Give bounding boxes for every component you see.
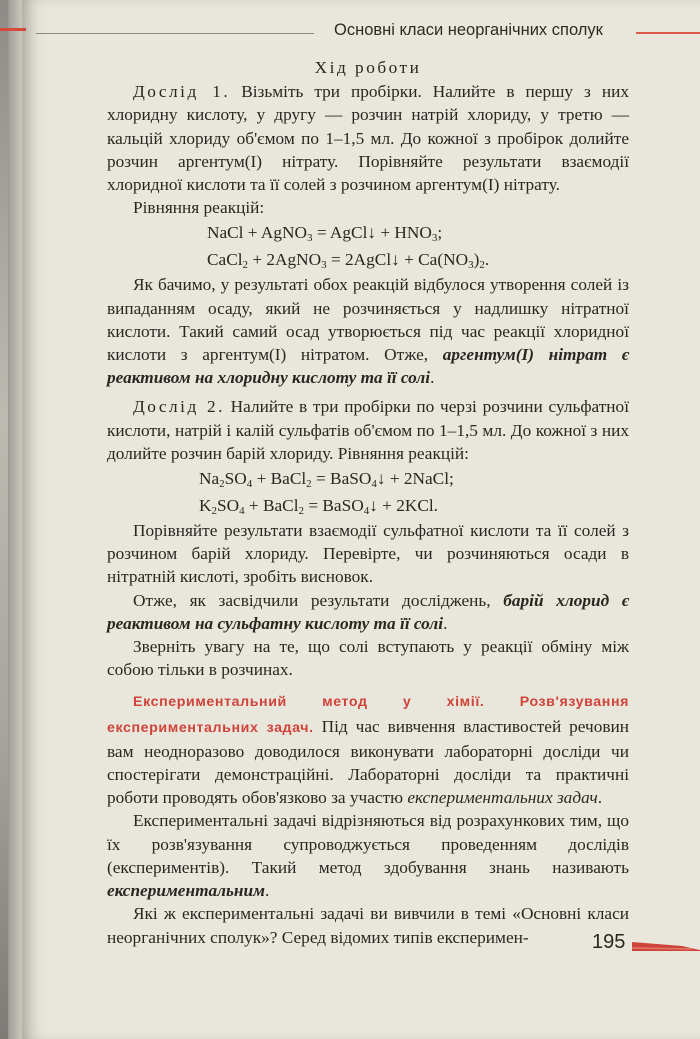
conclusion-2-paragraph: Отже, як засвідчили результати досліджень, барій хлорид є реактивом на сульфатну кислоту та її солі. <box>107 590 629 633</box>
last-paragraph: Які ж експериментальні задачі ви вивчили в темі «Основні класи неорганічних сполук»? Серед відомих типів експеримен- <box>107 904 629 947</box>
experiment-1-paragraph <box>107 80 629 196</box>
running-header-title: Основні класи неорганічних сполук <box>334 21 603 39</box>
tasks-emphasis: експериментальним <box>107 881 265 901</box>
conclusion-2-emphasis: барій хлорид є реактивом на сульфатну кислоту та її солі <box>107 590 629 633</box>
experiment-1-label: Дослід 1. <box>133 82 231 102</box>
header-red-mark-left <box>0 28 26 31</box>
equation-k2so4-bacl2: $K_2SO_4$ + BaCl$_2$ = BaSO$_4$↓ + 2KCl. <box>199 496 438 518</box>
experiment-2-paragraph <box>107 395 629 465</box>
tasks-paragraph: Експериментальні задачі відрізняються від розрахункових тим, що їх розв'язування супроводжується проведенням дослідів (експериментів). Такий метод здобування знань називають експериментальним. <box>107 811 629 901</box>
compare-2-paragraph: Порівняйте результати взаємодії сульфатної кислоти та її солей з розчином барій хлориду. Перевірте, чи розчиняються осади в нітратній кислоті, зробіть висновок. <box>107 521 629 587</box>
equation-na2so4-bacl2: $Na_2SO_4$ + BaCl$_2$ = BaSO$_4$↓ + 2NaCl; <box>199 469 454 491</box>
page-edge-strip <box>0 0 8 1039</box>
spacer <box>107 681 629 689</box>
equations-label: Рівняння реакцій: <box>133 198 265 218</box>
header-rule-left <box>36 33 314 34</box>
section-title: Експериментальний метод у хімії. Розв'язування експериментальних задач. <box>107 694 629 736</box>
page-number: 195 <box>592 931 626 953</box>
page-content <box>107 56 629 949</box>
experiment-2-text: Налийте в три пробірки по черзі розчини сульфатної кислоти, натрій і калій сульфатів об'ємом по 1–1,5 мл. До кожної з них долийте розчин барій хлориду. Рівняння реакцій: <box>107 397 629 463</box>
equation-nacl-agno3: NaCl + AgNO$_3$ = AgCl↓ + $HNO_3$; <box>207 223 443 245</box>
equation-cacl2-agno3: CaCl$_2$ + 2AgNO$_3$ = 2AgCl↓ + $Ca(NO_3)_2$. <box>207 250 490 272</box>
conclusion-1-paragraph: Як бачимо, у результаті обох реакцій відбулося утворення солей із випаданням осаду, який не розчиняється у надлишку нітратної кислоти. Такий самий осад утворюється під час реакції хлоридної кислоти з аргентум(І) нітратом. Отже, аргентум(І) нітрат є реактивом на хлоридну кислоту та її солі. <box>107 275 630 388</box>
procedure-heading: Хід роботи <box>314 58 422 77</box>
conclusion-1-emphasis: аргентум(І) нітрат є реактивом на хлоридну кислоту та її солі <box>107 345 630 388</box>
experiment-2-label: Дослід 2. <box>133 397 225 417</box>
section-paragraph: Експериментальний метод у хімії. Розв'язування експериментальних задач. Під час вивчення властивостей речовин вам неодноразово доводилося виконувати лабораторні досліди чи спостерігати демонстраційні. Лабораторні досліди та практичні роботи проводять обов'язково за участю експериментальних задач. <box>107 694 629 808</box>
page-number-tab-decoration <box>632 940 700 952</box>
note-paragraph: Зверніть увагу на те, що солі вступають у реакції обміну між собою тільки в розчинах. <box>107 637 629 680</box>
section-italic-term: експериментальних задач <box>407 788 598 808</box>
header-rule-right <box>636 32 700 34</box>
experiment-1-text: Візьміть три пробірки. Налийте в першу з них хлоридну кислоту, у другу — розчин натрій хлориду, у третю — кальцій хлориду об'ємом по 1–1,5 мл. До кожної з пробірок долийте розчин аргентум(І) нітрату. Порівняйте результати взаємодії хлоридної кислоти та її солей з розчином аргентум(І) нітрату. <box>107 82 629 195</box>
